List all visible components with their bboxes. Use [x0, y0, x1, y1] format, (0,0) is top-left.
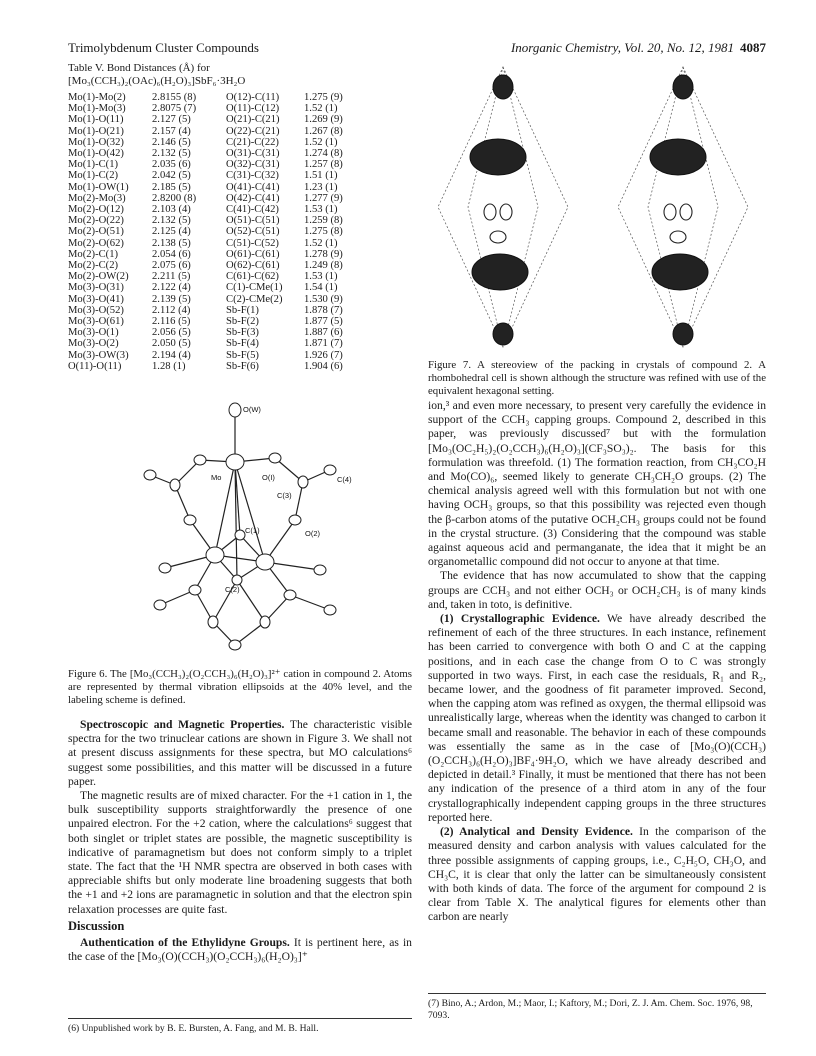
bond-distance-cell: 2.132 (5): [152, 148, 191, 160]
bond-distance-cell: 2.127 (5): [152, 114, 191, 126]
bond-atoms-cell: Mo(2)-OW(2): [68, 271, 129, 283]
bond-atoms-cell: C(21)-C(22): [226, 136, 279, 148]
label-c1: C(1): [245, 526, 260, 535]
bond-atoms-cell: C(2)-CMe(2): [226, 293, 283, 305]
footnote-7: (7) Bino, A.; Ardon, M.; Maor, I.; Kaftory, M.; Dori, Z. J. Am. Chem. Soc. 1976, 98, 7093.: [428, 993, 766, 1021]
bond-distance-cell: 1.275 (8): [304, 226, 343, 238]
bond-distance-cell: 1.51 (1): [304, 170, 338, 182]
bond-atoms-cell: O(21)-C(21): [226, 114, 280, 126]
bond-atoms-cell: O(32)-C(31): [226, 159, 280, 171]
table-row: [68, 148, 372, 159]
table-row: [68, 249, 372, 260]
table-row: [68, 338, 372, 349]
bond-atoms-cell: Mo(2)-O(62): [68, 237, 124, 249]
bond-atoms-cell: Mo(1)-O(42): [68, 148, 124, 160]
table-5-caption-line1: Table V. Bond Distances (Å) for: [68, 62, 210, 74]
bond-distance-cell: 2.035 (6): [152, 159, 191, 171]
table-row: [68, 215, 372, 226]
bond-atoms-cell: Mo(1)-Mo(2): [68, 92, 126, 103]
bond-atoms-cell: O(31)-C(31): [226, 148, 280, 160]
bond-distance-cell: 2.8200 (8): [152, 192, 197, 204]
bond-atoms-cell: O(51)-C(51): [226, 215, 280, 227]
bond-atoms-cell: O(61)-C(61): [226, 248, 280, 260]
label-mo: Mo: [211, 473, 222, 482]
label-ow: O(W): [243, 405, 261, 414]
table-row: [68, 294, 372, 305]
bond-atoms-cell: Mo(2)-O(51): [68, 226, 124, 238]
bond-atoms-cell: Sb-F(6): [226, 360, 259, 372]
bond-atoms-cell: Mo(1)-O(32): [68, 136, 124, 148]
bond-atoms-cell: Mo(1)-Mo(3): [68, 103, 126, 115]
bond-distance-cell: 2.157 (4): [152, 125, 191, 137]
bond-atoms-cell: Mo(3)-O(31): [68, 282, 124, 294]
table-row: [68, 182, 372, 193]
bond-atoms-cell: Mo(2)-O(22): [68, 215, 124, 227]
bond-atoms-cell: Sb-F(5): [226, 349, 259, 361]
bond-atoms-cell: C(41)-C(42): [226, 204, 279, 216]
footnote-6: (6) Unpublished work by B. E. Bursten, A. Fang, and M. B. Hall.: [68, 1018, 412, 1035]
bond-atoms-cell: Mo(3)-O(2): [68, 338, 119, 350]
bond-distance-cell: 1.277 (9): [304, 192, 343, 204]
label-c4: C(4): [337, 475, 352, 484]
bond-distance-cell: 1.269 (9): [304, 114, 343, 126]
journal-citation: Inorganic Chemistry, Vol. 20, No. 12, 1981: [510, 40, 734, 55]
bond-distance-cell: 1.249 (8): [304, 260, 343, 272]
bond-distance-cell: 2.132 (5): [152, 215, 191, 227]
section-spectroscopic-p2: The magnetic results are of mixed character. For the +1 cation in 1, the bulk susceptibility supports straightforwardly the presence of one unpaired electron. For the +2 cation, where the calculations⁶ suggest that both singlet or triplet states are possible, the magnetic susceptibility is indicative of paramagnetism but does not conform simply to a triplet state. The fact that the ¹H NMR spectra are observed in both cases with appreciable shifts but only moderate line broadening suggests that both the +1 and +2 ions are paramagnetic in solution and that the electron spin relaxation processes are quite fast.: [68, 789, 412, 916]
bond-atoms-cell: Mo(2)-Mo(3): [68, 192, 126, 204]
table-row: [68, 126, 372, 137]
bond-distance-cell: 2.112 (4): [152, 304, 191, 316]
table-5-caption-line2: [Mo₃(CCH₃)₂(OAc)₆(H₂O)₃]SbF₆·3H₂O: [68, 75, 246, 87]
table-row: [68, 327, 372, 338]
bond-atoms-cell: O(42)-C(41): [226, 192, 280, 204]
bond-atoms-cell: Mo(3)-O(1): [68, 327, 119, 339]
cation-structure-svg: [135, 390, 375, 660]
table-row: [68, 271, 372, 282]
bond-distance-cell: 2.194 (4): [152, 349, 191, 361]
bond-distance-cell: 1.877 (5): [304, 316, 343, 328]
table-row: [68, 350, 372, 361]
bond-atoms-cell: Sb-F(1): [226, 304, 259, 316]
bond-atoms-cell: Sb-F(3): [226, 327, 259, 339]
table-row: [68, 260, 372, 271]
section-authentication-p1: It is pertinent here, as in the case of the [Mo₃(O)(CCH₃)(O₂CCH₃)₆(H₂O)₃]⁺: [68, 936, 412, 964]
bond-distance-cell: 1.53 (1): [304, 204, 338, 216]
table-row: [68, 193, 372, 204]
bond-distance-cell: 1.871 (7): [304, 338, 343, 350]
bond-distance-cell: 2.042 (5): [152, 170, 191, 182]
bond-distance-cell: 2.211 (5): [152, 271, 191, 283]
bond-distance-cell: 2.8075 (7): [152, 103, 197, 115]
figure-7-caption: Figure 7. A stereoview of the packing in crystals of compound 2. A rhombohedral cell is shown although the structure was refined with use of the equivalent hexagonal setting.: [428, 359, 766, 397]
bond-distance-cell: 2.075 (6): [152, 260, 191, 272]
bond-distance-cell: 1.28 (1): [152, 360, 186, 372]
bond-atoms-cell: Mo(3)-O(41): [68, 293, 124, 305]
bond-atoms-cell: Mo(1)-C(2): [68, 170, 119, 182]
running-header-journal: [511, 40, 766, 56]
bond-distance-cell: 1.274 (8): [304, 148, 343, 160]
bond-distance-cell: 1.887 (6): [304, 327, 343, 339]
label-o1: O(I): [262, 473, 275, 482]
bond-atoms-cell: O(62)-C(61): [226, 260, 280, 272]
analytical-evidence-title: (2) Analytical and Density Evidence.: [440, 825, 633, 839]
table-row: [68, 238, 372, 249]
table-row: [68, 137, 372, 148]
label-c2: C(2): [225, 585, 240, 594]
bond-atoms-cell: Mo(1)-O(11): [68, 114, 124, 126]
bond-distance-cell: 1.259 (8): [304, 215, 343, 227]
bond-distance-cell: 1.257 (8): [304, 159, 343, 171]
bond-atoms-cell: C(51)-C(52): [226, 237, 279, 249]
bond-distance-cell: 1.52 (1): [304, 103, 338, 115]
bond-atoms-cell: Mo(3)-O(52): [68, 304, 124, 316]
packing-stereoview-svg: [428, 62, 766, 352]
right-paragraph-1: ion,³ and even more necessary, to present very carefully the evidence in support of the CCH₃ capping groups. Compound 2, described in this paper, was previously discussed⁷ but with the formulation [Mo₃(OC₂H₅)₂(O₂CCH₃)₆(H₂O)₃](CF₃SO₃)₂. The basis for this formulation was threefold. (1) The formation reaction, from CH₃CO₂H and Mo(CO)₆, seemed likely to generate CH₃CH₂O groups. (2) The chemical analysis agreed well with this formulation but not with one having OCH₃ groups, so that this possibility was rejected even though the β-carbon atoms of the putative OCH₂CH₃ groups could not be found in the crystal structure. (3) Considering that the compound was stable against aqueous acid and permanganate, the idea that it might be an organometallic compound did not occur to anyone at that time.: [428, 399, 766, 569]
bond-atoms-cell: Mo(3)-O(61): [68, 316, 124, 328]
bond-distance-cell: 2.116 (5): [152, 316, 191, 328]
section-spectroscopic-p1: The characteristic visible spectra for the two trinuclear cations are shown in Figure 3. We shall not at present discuss assignments for these spectra, but MO calculations⁶ suggest some possibilities, and this matter will be discussed in a future paper.: [68, 718, 412, 788]
section-spectroscopic-title: Spectroscopic and Magnetic Properties.: [80, 718, 285, 731]
bond-distance-cell: 1.23 (1): [304, 181, 338, 193]
bond-distance-cell: 1.926 (7): [304, 349, 343, 361]
bond-atoms-cell: O(41)-C(41): [226, 181, 280, 193]
bond-atoms-cell: O(12)-C(11): [226, 92, 280, 103]
crystallographic-evidence-title: (1) Crystallographic Evidence.: [440, 612, 600, 626]
table-5-caption: [68, 62, 412, 88]
label-c3: C(3): [277, 491, 292, 500]
bond-atoms-cell: C(61)-C(62): [226, 271, 279, 283]
figure-7-stereoview: [428, 62, 766, 352]
bond-atoms-cell: O(52)-C(51): [226, 226, 280, 238]
table-5-block: [68, 62, 412, 372]
bond-atoms-cell: Mo(1)-C(1): [68, 159, 119, 171]
bond-distance-cell: 1.52 (1): [304, 136, 338, 148]
bond-distance-cell: 2.185 (5): [152, 181, 191, 193]
bond-distance-cell: 2.122 (4): [152, 282, 191, 294]
bond-distance-cell: 1.53 (1): [304, 271, 338, 283]
bond-distance-cell: 1.530 (9): [304, 293, 343, 305]
bond-distance-cell: 2.056 (5): [152, 327, 191, 339]
bond-distance-cell: 2.054 (6): [152, 248, 191, 260]
bond-distance-cell: 2.138 (5): [152, 237, 191, 249]
page-number: 4087: [740, 40, 766, 55]
bond-distance-cell: 1.54 (1): [304, 282, 338, 294]
bond-atoms-cell: Sb-F(2): [226, 316, 259, 328]
discussion-heading: Discussion: [68, 918, 125, 933]
bond-atoms-cell: O(22)-C(21): [226, 125, 280, 137]
running-header-title: Trimolybdenum Cluster Compounds: [68, 40, 259, 55]
bond-atoms-cell: O(11)-O(11): [68, 360, 122, 372]
figure-6-ortep-drawing: [135, 390, 375, 660]
bond-distance-cell: 2.139 (5): [152, 293, 191, 305]
right-paragraph-2: The evidence that has now accumulated to show that the capping groups are CCH₃ and not either OCH₃ or OCH₂CH₃ is of many kinds and, taken in toto, is definitive.: [428, 569, 766, 611]
table-row: [68, 226, 372, 237]
bond-distance-cell: 2.146 (5): [152, 136, 191, 148]
bond-distance-cell: 2.125 (4): [152, 226, 191, 238]
table-row: [68, 92, 372, 103]
bond-distance-table: [68, 92, 372, 372]
bond-distance-cell: 1.275 (9): [304, 92, 343, 103]
bond-distance-cell: 1.878 (7): [304, 304, 343, 316]
table-row: [68, 204, 372, 215]
figure-6-caption: Figure 6. The [Mo₃(CCH₃)₂(O₂CCH₃)₆(H₂O)₃]²⁺ cation in compound 2. Atoms are represented by thermal vibration ellipsoids at the 40% level, and the labeling scheme is defined.: [68, 668, 412, 706]
bond-distance-cell: 2.050 (5): [152, 338, 191, 350]
label-o2: O(2): [305, 529, 320, 538]
table-row: [68, 282, 372, 293]
bond-distance-cell: 1.52 (1): [304, 237, 338, 249]
table-row: [68, 305, 372, 316]
bond-atoms-cell: Mo(2)-O(12): [68, 204, 124, 216]
section-authentication-title: Authentication of the Ethylidyne Groups.: [80, 936, 290, 950]
bond-atoms-cell: Mo(2)-C(1): [68, 248, 119, 260]
right-body-text: [428, 399, 766, 925]
table-row: [68, 103, 372, 114]
bond-distance-cell: 1.267 (8): [304, 125, 343, 137]
bond-distance-cell: 1.278 (9): [304, 248, 343, 260]
bond-atoms-cell: Mo(2)-C(2): [68, 260, 119, 272]
table-row: [68, 114, 372, 125]
bond-atoms-cell: O(11)-C(12): [226, 103, 280, 115]
table-row: [68, 361, 372, 372]
table-row: [68, 316, 372, 327]
bond-atoms-cell: Mo(1)-O(21): [68, 125, 124, 137]
bond-atoms-cell: Mo(3)-OW(3): [68, 349, 129, 361]
left-body-text: [68, 718, 412, 964]
bond-atoms-cell: Mo(1)-OW(1): [68, 181, 129, 193]
bond-atoms-cell: C(1)-CMe(1): [226, 282, 283, 294]
bond-distance-cell: 2.103 (4): [152, 204, 191, 216]
bond-distance-cell: 2.8155 (8): [152, 92, 197, 103]
bond-atoms-cell: Sb-F(4): [226, 338, 259, 350]
bond-atoms-cell: C(31)-C(32): [226, 170, 279, 182]
analytical-evidence-text: In the comparison of the measured density and carbon analysis with values calculated for the three possible assignments of capping groups, i.e., C₂H₅O, CH₃O, and CH₃C, it is clear that only the latter can be simultaneously consistent with both kinds of data. The force of the argument for compound 2 is clear from Table X. The analytical figures for elements other than carbon are nearly: [428, 825, 766, 924]
table-row: [68, 170, 372, 181]
crystallographic-evidence-text: We have already described the refinement of each of the three structures. In each instance, refinement has been carried to convergence with both O and C at the capping positions, and in each case the change from O to C was strongly supported in two ways. First, in each case the residuals, R₁ and R₂, became lower, and the goodness of fit parameter improved. Second, when the capping atom was refined as oxygen, the thermal ellipsoid was unrealistically large, whereas when the identity was changed to carbon it became small and reasonable. The behavior in each of these compounds was essentially the same as in the case of [Mo₃(O)(CCH₃)(O₂CCH₃)₆(H₂O)₃]BF₄·9H₂O, which we have already described and depicted in detail.³ Finally, it must be mentioned that there has not been any indication of the presence of a third atom in any of the four crystallographically independent capping groups in the three structures reported here.: [428, 612, 766, 824]
bond-distance-cell: 1.904 (6): [304, 360, 343, 372]
table-row: [68, 159, 372, 170]
